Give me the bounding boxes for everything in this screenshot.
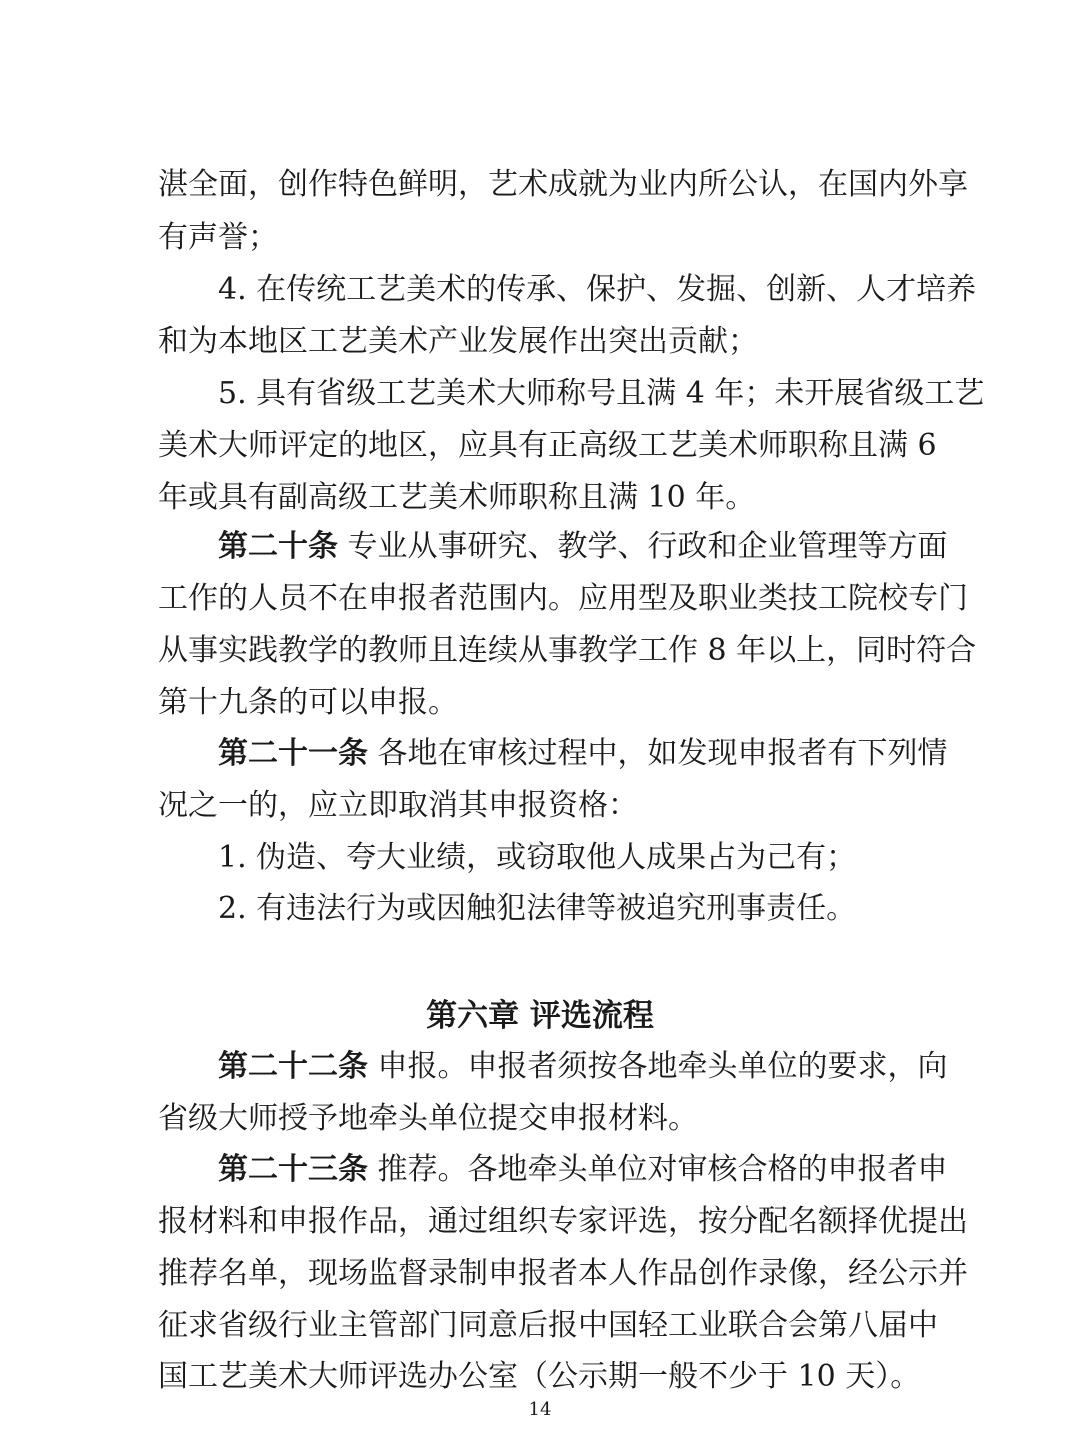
article-text: 各地在审核过程中，如发现申报者有下列情	[377, 736, 948, 771]
page-number: 14	[528, 1399, 552, 1420]
text-line: 工作的人员不在申报者范围内。应用型及职业类技工院校专门	[158, 581, 968, 616]
text-line: 征求省级行业主管部门同意后报中国轻工业联合会第八届中	[158, 1308, 938, 1343]
article-text: 专业从事研究、教学、行政和企业管理等方面	[347, 529, 948, 564]
list-item: 5. 具有省级工艺美术大师称号且满 4 年；未开展省级工艺	[218, 376, 985, 411]
text-line: 从事实践教学的教师且连续从事教学工作 8 年以上，同时符合	[158, 633, 977, 668]
text-line: 国工艺美术大师评选办公室（公示期一般不少于 10 天）。	[158, 1359, 921, 1394]
text-line: 有声誉；	[158, 220, 278, 255]
list-item: 1. 伪造、夸大业绩，或窃取他人成果占为己有；	[218, 840, 857, 875]
list-item: 2. 有违法行为或因触犯法律等被追究刑事责任。	[218, 891, 857, 926]
text-line: 省级大师授予地牵头单位提交申报材料。	[158, 1101, 698, 1136]
text-line: 推荐名单，现场监督录制申报者本人作品创作录像，经公示并	[158, 1256, 968, 1291]
text-line: 报材料和申报作品，通过组织专家评选，按分配名额择优提出	[158, 1204, 968, 1239]
text-line: 况之一的，应立即取消其申报资格：	[158, 788, 638, 823]
chapter-heading: 第六章 评选流程	[426, 998, 654, 1034]
article-label: 第二十一条	[218, 736, 368, 771]
article-text: 申报。申报者须按各地牵头单位的要求，向	[377, 1049, 948, 1084]
article-21-first-line	[218, 734, 948, 774]
article-text: 推荐。各地牵头单位对审核合格的申报者申	[377, 1152, 948, 1187]
article-label: 第二十二条	[218, 1049, 368, 1084]
article-20-first-line	[218, 527, 948, 567]
text-line: 和为本地区工艺美术产业发展作出突出贡献；	[158, 324, 758, 359]
text-line: 年或具有副高级工艺美术师职称且满 10 年。	[158, 480, 756, 515]
text-line: 湛全面，创作特色鲜明，艺术成就为业内所公认，在国内外享	[158, 167, 968, 202]
text-line: 第十九条的可以申报。	[158, 685, 458, 720]
article-23-first-line	[218, 1150, 948, 1190]
text-line: 美术大师评定的地区，应具有正高级工艺美术师职称且满 6	[158, 428, 937, 463]
article-22-first-line	[218, 1047, 948, 1087]
article-label: 第二十条	[218, 529, 338, 564]
article-label: 第二十三条	[218, 1152, 368, 1187]
list-item: 4. 在传统工艺美术的传承、保护、发掘、创新、人才培养	[218, 272, 977, 307]
